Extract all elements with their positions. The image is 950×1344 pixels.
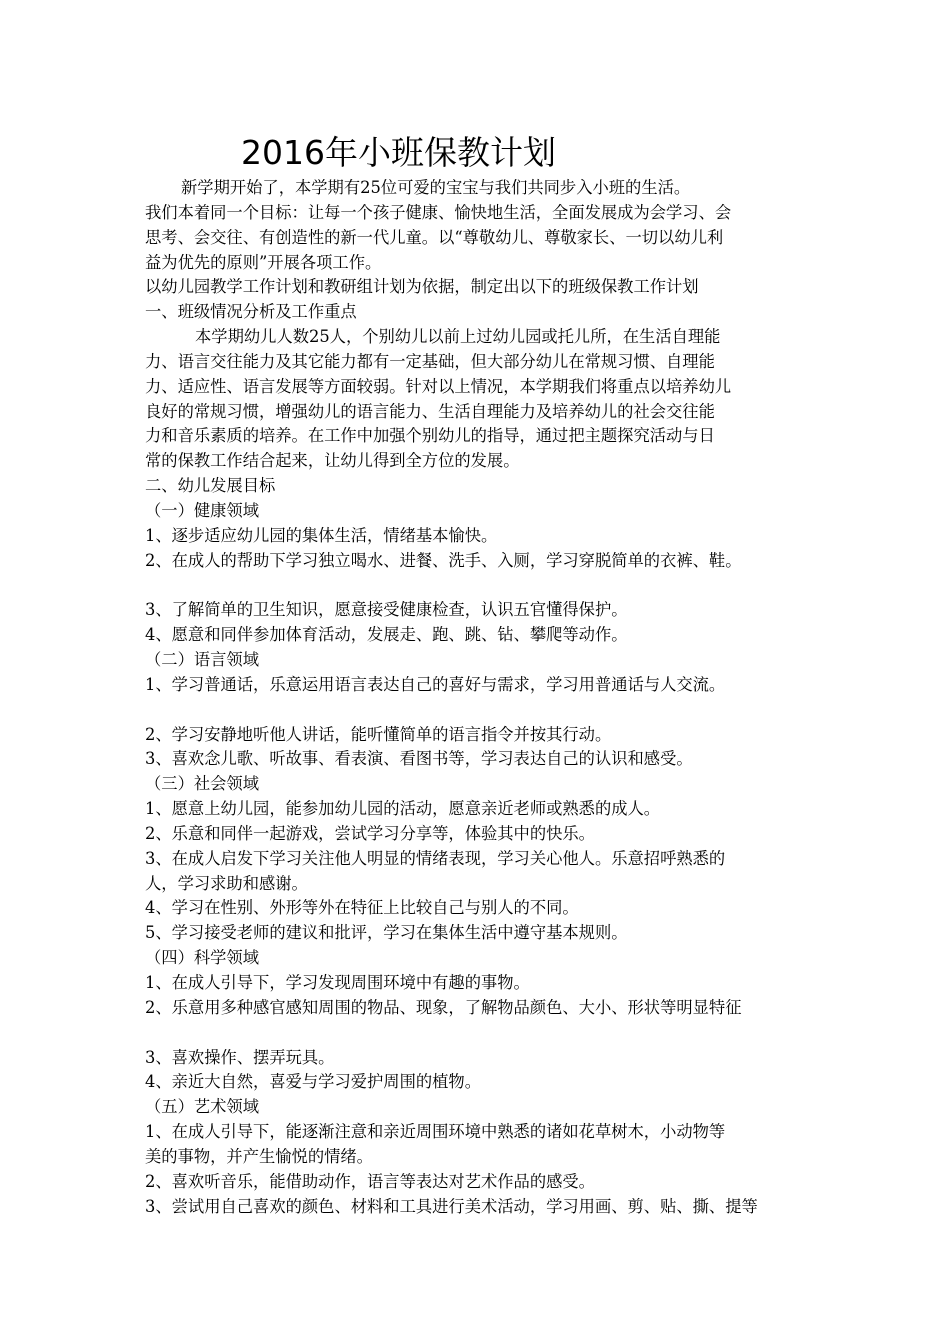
list-item: 1、在成人引导下，能逐渐注意和亲近周围环境中熟悉的诸如花草树木，小动物等	[145, 1122, 726, 1142]
subsection-heading: （一）健康领域	[145, 500, 259, 520]
list-item: 3、在成人启发下学习关注他人明显的情绪表现，学习关心他人。乐意招呼熟悉的	[145, 848, 726, 868]
section-heading: 二、幼儿发展目标	[145, 476, 276, 496]
paragraph-line: 力、适应性、语言发展等方面较弱。针对以上情况，本学期我们将重点以培养幼儿	[145, 376, 732, 396]
intro-line: 新学期开始了，本学期有25位可爱的宝宝与我们共同步入小班的生活。	[181, 178, 691, 197]
list-item: 美的事物，并产生愉悦的情绪。	[145, 1146, 373, 1166]
subsection-heading: （五）艺术领域	[145, 1097, 259, 1117]
list-item: 3、喜欢念儿歌、听故事、看表演、看图书等，学习表达自己的认识和感受。	[145, 749, 693, 769]
list-item: 2、乐意用多种感官感知周围的物品、现象，了解物品颜色、大小、形状等明显特征	[145, 997, 742, 1017]
list-item: 2、学习安静地听他人讲话，能听懂简单的语言指令并按其行动。	[145, 724, 612, 744]
intro-line: 益为优先的原则”开展各项工作。	[145, 252, 382, 272]
list-item: 3、了解简单的卫生知识，愿意接受健康检查，认识五官懂得保护。	[145, 600, 628, 620]
intro-line: 以幼儿园教学工作计划和教研组计划为依据，制定出以下的班级保教工作计划	[145, 277, 699, 297]
document-title: 2016年小班保教计划	[241, 133, 556, 172]
list-item: 2、喜欢听音乐，能借助动作，语言等表达对艺术作品的感受。	[145, 1171, 595, 1191]
subsection-heading: （四）科学领域	[145, 948, 259, 968]
section-heading: 一、班级情况分析及工作重点	[145, 302, 357, 322]
list-item: 1、学习普通话，乐意运用语言表达自己的喜好与需求，学习用普通话与人交流。	[145, 674, 726, 694]
intro-line: 我们本着同一个目标：让每一个孩子健康、愉快地生活，全面发展成为会学习、会	[145, 202, 732, 222]
paragraph-line: 常的保教工作结合起来，让幼儿得到全方位的发展。	[145, 451, 520, 471]
blank-line	[145, 1021, 815, 1046]
intro-line: 思考、会交往、有创造性的新一代儿童。以“尊敬幼儿、尊敬家长、一切以幼儿利	[145, 227, 724, 247]
list-item: 人，学习求助和感谢。	[145, 873, 308, 893]
list-item: 3、喜欢操作、摆弄玩具。	[145, 1047, 335, 1067]
list-item: 1、逐步适应幼儿园的集体生活，情绪基本愉快。	[145, 525, 498, 545]
list-item: 3、尝试用自己喜欢的颜色、材料和工具进行美术活动，学习用画、剪、贴、撕、提等	[145, 1196, 758, 1216]
paragraph-line: 本学期幼儿人数25人，个别幼儿以前上过幼儿园或托儿所，在生活自理能	[195, 327, 721, 347]
paragraph-line: 良好的常规习惯，增强幼儿的语言能力、生活自理能力及培养幼儿的社会交往能	[145, 401, 715, 421]
list-item: 5、学习接受老师的建议和批评，学习在集体生活中遵守基本规则。	[145, 923, 628, 943]
list-item: 1、在成人引导下，学习发现周围环境中有趣的事物。	[145, 973, 530, 992]
list-item: 4、亲近大自然，喜爱与学习爱护周围的植物。	[145, 1072, 481, 1092]
subsection-heading: （二）语言领域	[145, 650, 259, 670]
paragraph-line: 力、语言交往能力及其它能力都有一定基础，但大部分幼儿在常规习惯、自理能	[145, 351, 715, 371]
paragraph-line: 力和音乐素质的培养。在工作中加强个别幼儿的指导，通过把主题探究活动与日	[145, 426, 715, 446]
list-item: 2、在成人的帮助下学习独立喝水、进餐、洗手、入厕，学习穿脱简单的衣裤、鞋。	[145, 550, 742, 570]
list-item: 1、愿意上幼儿园，能参加幼儿园的活动，愿意亲近老师或熟悉的成人。	[145, 799, 661, 819]
list-item: 2、乐意和同伴一起游戏，尝试学习分享等，体验其中的快乐。	[145, 823, 595, 843]
blank-line	[145, 698, 815, 723]
document-page	[145, 130, 815, 1219]
subsection-heading: （三）社会领域	[145, 774, 259, 794]
blank-line	[145, 574, 815, 599]
list-item: 4、学习在性别、外形等外在特征上比较自己与别人的不同。	[145, 898, 579, 918]
list-item: 4、愿意和同伴参加体育活动，发展走、跑、跳、钻、攀爬等动作。	[145, 625, 628, 645]
